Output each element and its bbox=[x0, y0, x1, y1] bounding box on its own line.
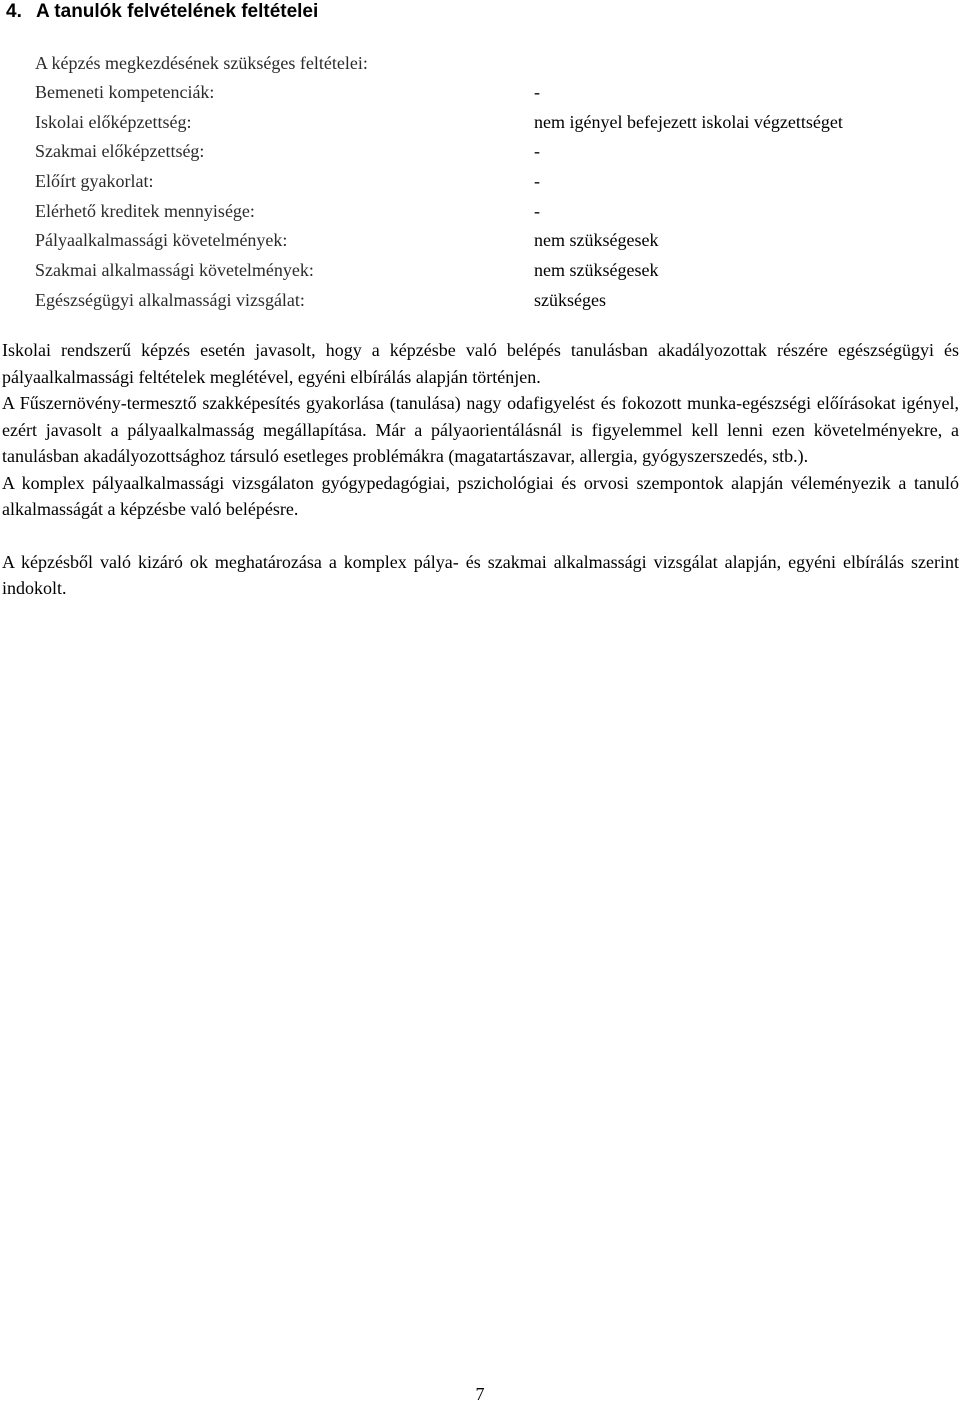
paragraph: Iskolai rendszerű képzés esetén javasolt, hogy a képzésbe való belépés tanulásban akadályozottak részére egészségügyi és pályaalkalmassági feltételek meglétével, egyéni elbírálás alapján történjen. bbox=[2, 340, 959, 387]
requirement-row bbox=[35, 78, 960, 108]
requirement-value: - bbox=[534, 171, 540, 192]
requirement-value: nem szükségesek bbox=[534, 260, 659, 281]
body-text bbox=[2, 337, 959, 602]
requirement-label: Bemeneti kompetenciák: bbox=[35, 82, 215, 102]
paragraph: A képzésből való kizáró ok meghatározása a komplex pálya- és szakmai alkalmassági vizsgálat alapján, egyéni elbírálás szerint indokolt. bbox=[2, 551, 959, 598]
requirement-label: Iskolai előképzettség: bbox=[35, 111, 192, 132]
requirement-row bbox=[35, 108, 960, 138]
requirement-value: szükséges bbox=[534, 289, 606, 310]
requirement-value: - bbox=[534, 82, 540, 102]
requirement-value: nem szükségesek bbox=[534, 230, 659, 251]
requirement-row bbox=[35, 167, 960, 197]
requirement-value: nem igényel befejezett iskolai végzettséget bbox=[534, 111, 843, 132]
page-number: 7 bbox=[475, 1384, 485, 1404]
requirement-value: - bbox=[534, 200, 540, 221]
requirement-label: Szakmai előképzettség: bbox=[35, 141, 205, 162]
requirement-row bbox=[35, 256, 960, 286]
requirement-row bbox=[35, 226, 960, 256]
requirement-row bbox=[35, 137, 960, 167]
requirement-label: Előírt gyakorlat: bbox=[35, 171, 154, 192]
section-heading bbox=[6, 0, 318, 24]
paragraph: A Fűszernövény-termesztő szakképesítés gyakorlása (tanulása) nagy odafigyelést és fokozott munka-egészségi előírásokat igényel, ezért javasolt a pályaalkalmasság megállapítása. Már a pályaorientálásnál is figyelemmel kell lenni ezen követelményekre, a tanulásban akadályozottsághoz társuló esetleges problémákra (magatartászavar, allergia, gyógyszerszedés, stb.). bbox=[2, 393, 959, 466]
requirements-table bbox=[35, 49, 960, 316]
section-title: A tanulók felvételének feltételei bbox=[36, 1, 319, 22]
paragraph: A komplex pályaalkalmassági vizsgálaton gyógypedagógiai, pszichológiai és orvosi szempontok alapján véleményezik a tanuló alkalmasságát a képzésbe való belépésre. bbox=[2, 472, 959, 519]
requirement-label: Szakmai alkalmassági követelmények: bbox=[35, 260, 314, 281]
requirement-label: Egészségügyi alkalmassági vizsgálat: bbox=[35, 289, 305, 310]
requirement-value: - bbox=[534, 141, 540, 162]
requirement-label: Elérhető kreditek mennyisége: bbox=[35, 200, 255, 221]
requirement-row bbox=[35, 286, 960, 316]
section-number: 4. bbox=[6, 1, 22, 22]
requirement-row bbox=[35, 197, 960, 227]
requirement-label: Pályaalkalmassági követelmények: bbox=[35, 230, 288, 251]
requirements-title: A képzés megkezdésének szükséges feltételei: bbox=[35, 53, 368, 73]
